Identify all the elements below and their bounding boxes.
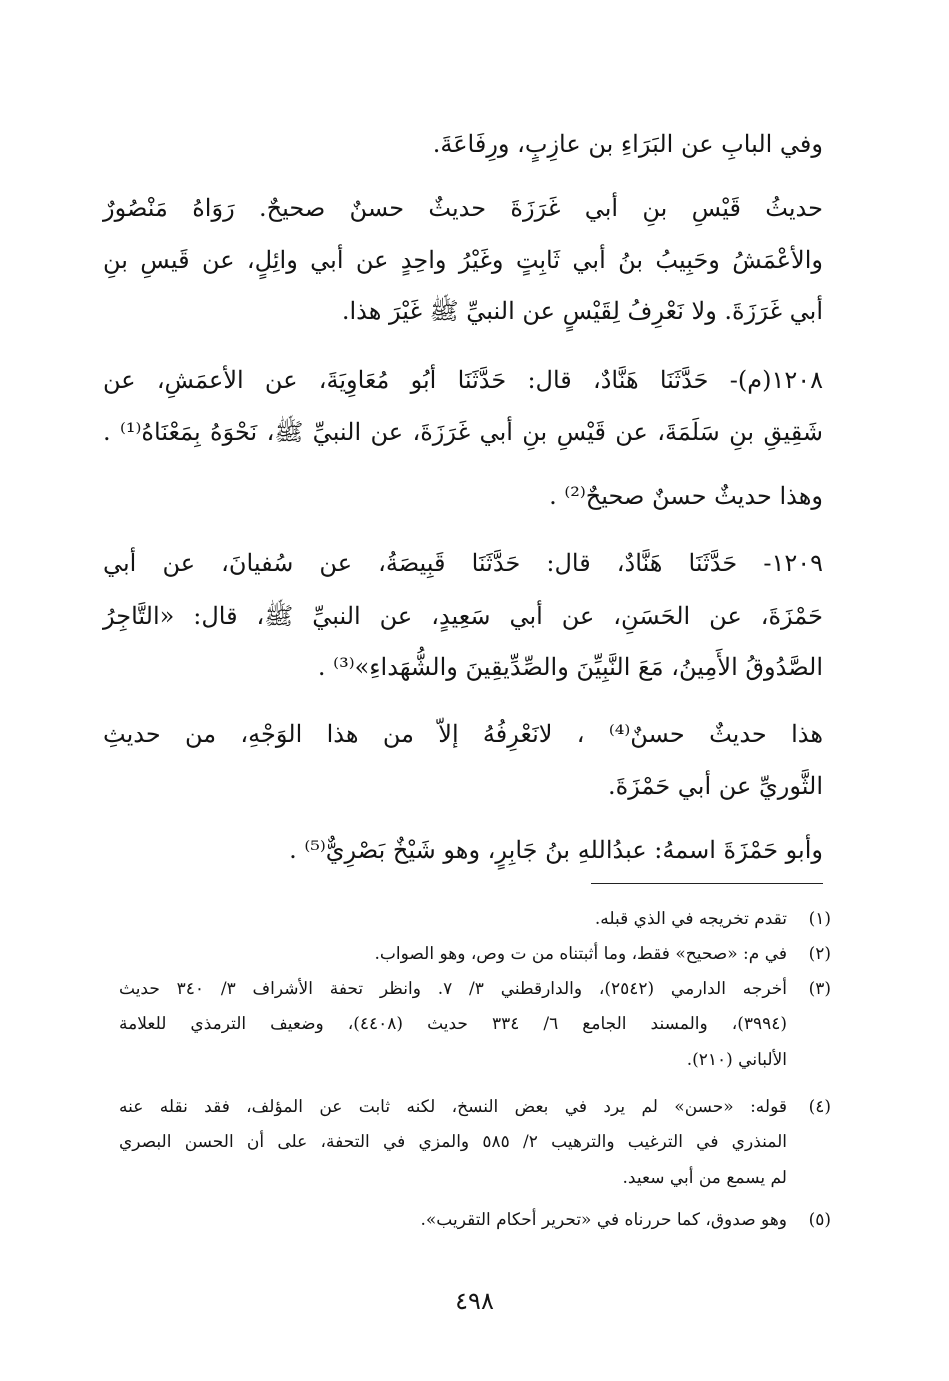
footnote-4-line-3: لم يسمع من أبي سعيد. (622, 1168, 787, 1188)
footnote-text: تقدم تخريجه في الذي قبله. (594, 909, 787, 929)
footnote-text: وهو صدوق، كما حررناه في «تحرير أحكام التقريب». (420, 1210, 787, 1230)
text-line-2: حديثُ قَيْسِ بنِ أبي غَرَزَةَ حديثٌ حسنٌ صحيحٌ. رَوَاهُ مَنْصُورٌ (103, 194, 823, 222)
page-number: ٤٩٨ (455, 1287, 494, 1315)
text-line-4: أبي غَرَزَةَ. ولا نَعْرِفُ لِقَيْسٍ عن النبيِّ ﷺ غَيْرَ هذا. (341, 297, 823, 325)
footnote-3-line-3: الألباني (٢١٠). (686, 1050, 787, 1070)
hadith-1209-comment-line-2: الثَّوريِّ عن أبي حَمْزَةَ. (608, 772, 823, 800)
footnote-separator (591, 883, 823, 884)
narrator-note: وأبو حَمْزَةَ اسمهُ: عبدُاللهِ بنُ جَابِرٍ، وهو شَيْخٌ بَصْرِيٌّ⁽⁵⁾ . (289, 836, 823, 864)
text-line-3: والأعْمَشُ وحَبِيبُ بنُ أبي ثَابِتٍ وغَيْرُ واحِدٍ عن أبي وائِلٍ، عن قَيسِ بنِ (103, 246, 823, 274)
hadith-1209-line-2: حَمْزَةَ، عن الحَسَنِ، عن أبي سَعِيدٍ، عن النبيِّ ﷺ، قال: «التَّاجِرُ (103, 602, 823, 630)
hadith-1209-comment-line-1: هذا حديثٌ حسنٌ⁽⁴⁾ ، لانَعْرِفُهُ إلاّ من هذا الوَجْهِ، من حديثِ (103, 720, 824, 748)
footnote-text: في م: «صحيح» فقط، وما أثبتناه من ت وص، وهو الصواب. (374, 944, 787, 964)
footnote-text: قوله: «حسن» لم يرد في بعض النسخ، لكنه ثابت عن المؤلف، فقد نقله عنه (119, 1097, 787, 1117)
footnote-4-line-1 (119, 1094, 831, 1120)
footnote-text: أخرجه الدارمي (٢٥٤٢)، والدارقطني ٣/ ٧. وانظر تحفة الأشراف ٣/ ٣٤٠ حديث (119, 979, 787, 999)
hadith-1208-line-1: ١٢٠٨(م)- حَدَّثَنَا هَنَّادٌ، قال: حَدَّثَنَا أبُو مُعَاوِيَةَ، عن الأعمَشِ، عن (103, 366, 823, 394)
footnote-number: (١) (808, 909, 831, 929)
footnote-2 (375, 941, 832, 967)
footnote-5 (420, 1207, 831, 1233)
footnote-number: (٤) (808, 1097, 831, 1117)
footnote-number: (٢) (808, 944, 831, 964)
footnote-1 (595, 906, 831, 932)
text-line-1: وفي البابِ عن البَرَاءِ بن عازِبٍ، ورِفَاعَةَ. (432, 130, 823, 158)
hadith-1209-line-1: ١٢٠٩- حَدَّثَنَا هَنَّادٌ، قال: حَدَّثَنَا قَبِيصَةُ، عن سُفيانَ، عن أبي (103, 549, 823, 577)
footnote-number: (٣) (808, 979, 831, 999)
footnote-3-line-1 (119, 976, 831, 1002)
footnote-number: (٥) (808, 1210, 831, 1230)
hadith-1209-line-3: الصَّدُوقُ الأَمِينُ، مَعَ النَّبِيِّنَ والصِّدِّيقِينَ والشُّهَداءِ»⁽³⁾ . (317, 653, 823, 681)
hadith-1208-line-2: شَقِيقِ بنِ سَلَمَةَ، عن قَيْسِ بنِ أبي غَرَزَةَ، عن النبيِّ ﷺ، نَحْوَهُ بِمَعْنَاهُ⁽¹⁾ . (103, 418, 823, 446)
hadith-1208-grade: وهذا حديثٌ حسنٌ صحيحٌ⁽²⁾ . (549, 482, 823, 510)
footnote-4-line-2: المنذري في الترغيب والترهيب ٢/ ٥٨٥ والمزي في التحفة، على أن الحسن البصري (119, 1132, 787, 1152)
footnote-3-line-2: (٣٩٩٤)، والمسند الجامع ٦/ ٣٣٤ حديث (٤٤٠٨)، وضعيف الترمذي للعلامة (119, 1014, 788, 1034)
